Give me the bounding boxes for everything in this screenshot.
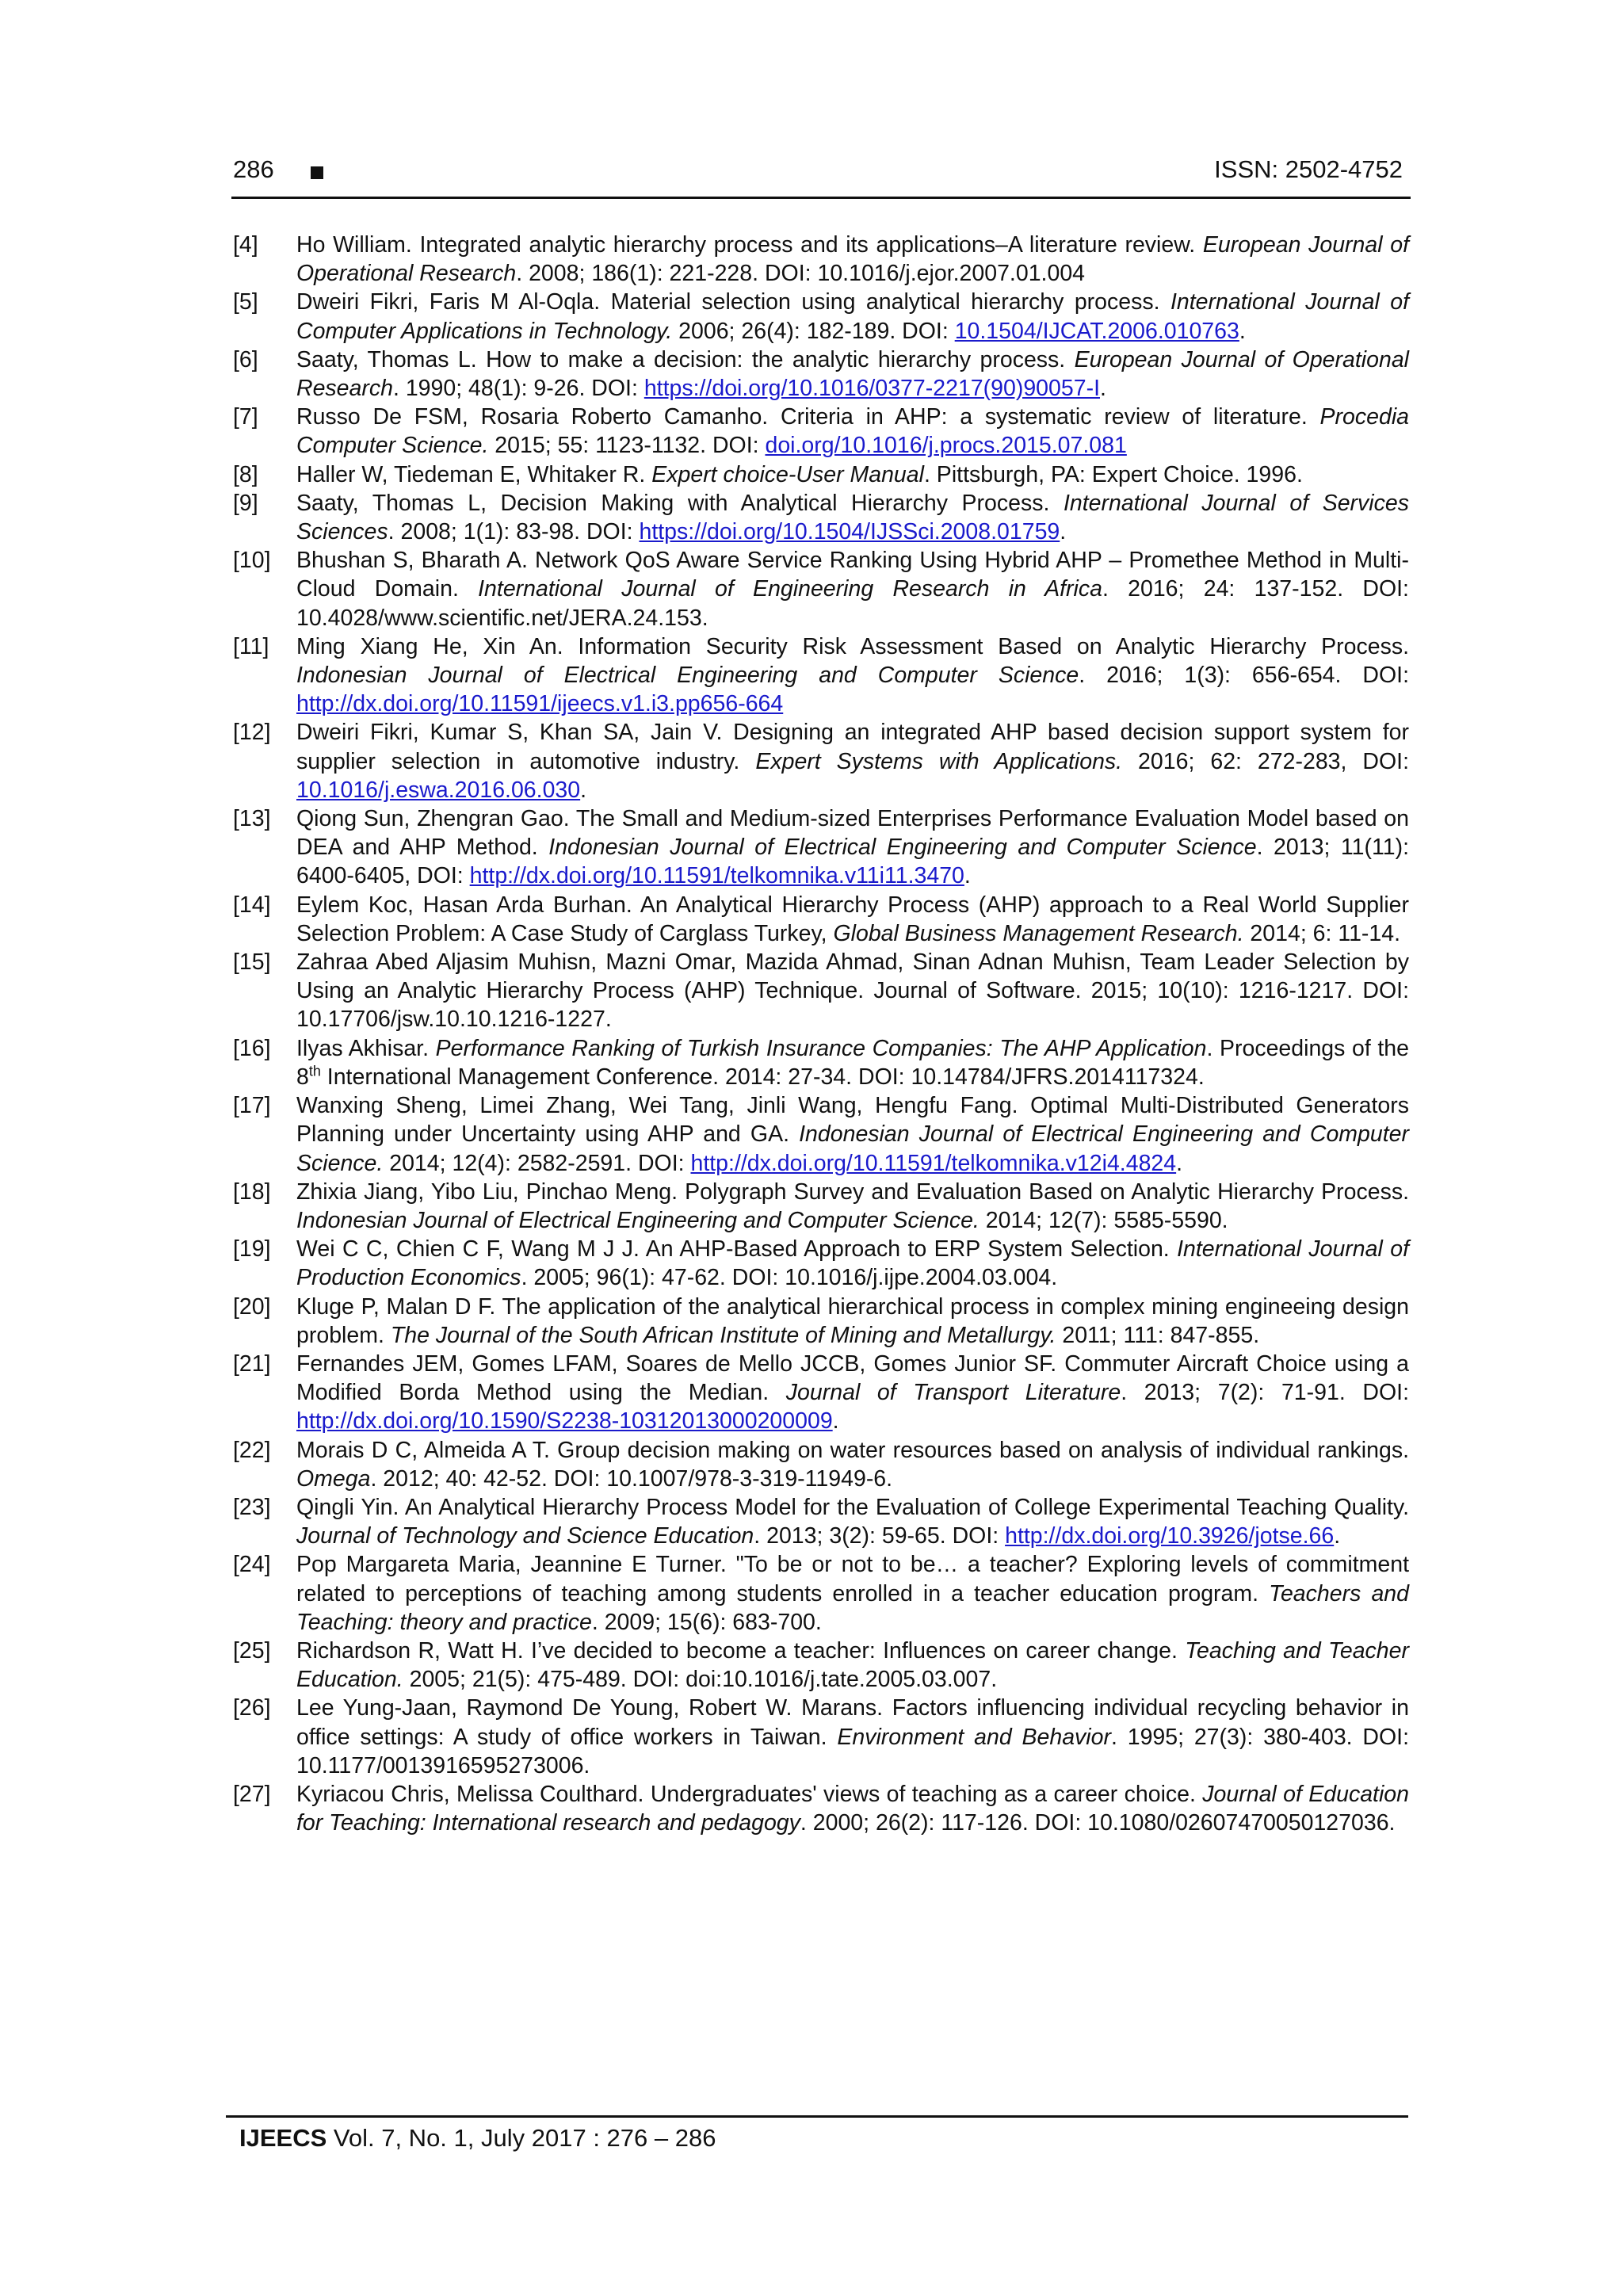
reference-segment: Saaty, Thomas L. How to make a decision: the analytic hierarchy process. bbox=[296, 346, 1075, 372]
doi-link[interactable]: http://dx.doi.org/10.11591/ijeecs.v1.i3.pp656-664 bbox=[296, 691, 784, 717]
reference-segment: International Management Conference. 2014: 27-34. DOI: 10.14784/JFRS.2014117324. bbox=[320, 1064, 1205, 1090]
reference-segment: Ilyas Akhisar. bbox=[296, 1035, 436, 1061]
reference-segment: Saaty, Thomas L, Decision Making with Analytical Hierarchy Process. bbox=[296, 490, 1064, 516]
reference-item bbox=[231, 1780, 1409, 1837]
reference-segment: . Proceedings of the 8 bbox=[296, 1035, 1409, 1090]
reference-source: European Journal of Operational Research bbox=[296, 232, 1409, 287]
reference-item bbox=[231, 891, 1409, 948]
reference-segment: . bbox=[1100, 376, 1106, 402]
reference-source: The Journal of the South African Institute of Mining and Metallurgy. bbox=[390, 1322, 1056, 1348]
reference-text bbox=[296, 1495, 1409, 1549]
reference-segment: . bbox=[832, 1408, 839, 1435]
reference-segment: . 2009; 15(6): 683-700. bbox=[591, 1609, 822, 1635]
reference-source: International Journal of Engineering Research in Africa bbox=[478, 576, 1102, 602]
reference-source: Global Business Management Research. bbox=[833, 920, 1244, 946]
reference-source: Indonesian Journal of Electrical Engineering and Computer Science. bbox=[296, 1121, 1409, 1176]
footer-divider bbox=[226, 2115, 1408, 2118]
reference-segment: 2005; 21(5): 475-489. DOI: doi:10.1016/j.tate.2005.03.007. bbox=[403, 1667, 998, 1693]
page-footer bbox=[239, 2124, 716, 2153]
reference-text bbox=[296, 634, 1409, 716]
reference-number: [22] bbox=[233, 1437, 271, 1463]
reference-item bbox=[231, 1034, 1409, 1091]
reference-source: Teachers and Teaching: theory and practice bbox=[296, 1580, 1409, 1635]
doi-link[interactable]: doi.org/10.1016/j.procs.2015.07.081 bbox=[765, 433, 1127, 459]
reference-source: Procedia Computer Science. bbox=[296, 404, 1409, 459]
reference-segment: . bbox=[1060, 519, 1067, 545]
reference-item bbox=[231, 1550, 1409, 1637]
doi-link[interactable]: http://dx.doi.org/10.1590/S2238-10312013000200009 bbox=[296, 1408, 833, 1435]
reference-segment: Dweiri Fikri, Kumar S, Khan SA, Jain V. Designing an integrated AHP based decision support system for supplier selection in automotive industry. bbox=[296, 720, 1409, 774]
reference-item bbox=[231, 346, 1409, 403]
reference-text bbox=[296, 347, 1409, 401]
reference-segment: . 2008; 1(1): 83-98. DOI: bbox=[388, 519, 640, 545]
reference-segment: 2014; 12(7): 5585-5590. bbox=[979, 1207, 1228, 1233]
reference-segment: . 2013; 11(11): 6400-6405, DOI: bbox=[296, 835, 1409, 889]
reference-text bbox=[296, 404, 1409, 458]
reference-segment: . 2013; 7(2): 71-91. DOI: bbox=[1121, 1380, 1409, 1406]
reference-segment: Kluge P, Malan D F. The application of the analytical hierarchical process in complex mining engineeing design problem. bbox=[296, 1293, 1409, 1348]
reference-segment: Bhushan S, Bharath A. Network QoS Aware Service Ranking Using Hybrid AHP – Promethee Method in Multi-Cloud Domain. bbox=[296, 548, 1409, 602]
footer-issue: Vol. 7, No. 1, July 2017 : 276 – 286 bbox=[327, 2124, 716, 2152]
reference-item bbox=[231, 1350, 1409, 1436]
reference-number: [8] bbox=[233, 461, 258, 487]
reference-number: [6] bbox=[233, 346, 258, 372]
reference-segment: . 1990; 48(1): 9-26. DOI: bbox=[392, 376, 644, 402]
reference-segment: Qingli Yin. An Analytical Hierarchy Process Model for the Evaluation of College Experimental Teaching Quality. bbox=[296, 1494, 1409, 1520]
reference-segment: Wei C C, Chien C F, Wang M J J. An AHP-Based Approach to ERP System Selection. bbox=[296, 1236, 1178, 1263]
doi-link[interactable]: https://doi.org/10.1016/0377-2217(90)90057-I bbox=[643, 376, 1100, 402]
reference-source: Performance Ranking of Turkish Insurance Companies: The AHP Application bbox=[435, 1035, 1207, 1061]
reference-text bbox=[296, 1093, 1409, 1175]
reference-text bbox=[296, 1438, 1409, 1492]
reference-item bbox=[231, 546, 1409, 632]
reference-segment: Wanxing Sheng, Limei Zhang, Wei Tang, Jinli Wang, Hengfu Fang. Optimal Multi-Distributed Generators Planning under Uncertainty using AHP and GA. bbox=[296, 1093, 1409, 1148]
reference-text bbox=[296, 892, 1409, 946]
reference-source: Indonesian Journal of Electrical Engineering and Computer Science bbox=[296, 663, 1079, 689]
reference-item bbox=[231, 948, 1409, 1034]
reference-number: [27] bbox=[233, 1781, 271, 1807]
superscript: th bbox=[308, 1063, 321, 1079]
reference-source: European Journal of Operational Research bbox=[296, 346, 1409, 402]
reference-segment: Richardson R, Watt H. I’ve decided to become a teacher: Influences on career change. bbox=[296, 1637, 1186, 1664]
reference-segment: . 2016; 24: 137-152. DOI: 10.4028/www.scientific.net/JERA.24.153. bbox=[296, 576, 1409, 631]
page-header bbox=[231, 155, 1411, 199]
doi-link[interactable]: http://dx.doi.org/10.3926/jotse.66 bbox=[1005, 1523, 1335, 1549]
reference-number: [21] bbox=[233, 1350, 271, 1377]
reference-text bbox=[296, 720, 1409, 802]
reference-source: Journal of Technology and Science Education bbox=[296, 1523, 754, 1549]
reference-segment: . bbox=[1239, 318, 1246, 344]
reference-segment: . Pittsburgh, PA: Expert Choice. 1996. bbox=[923, 461, 1303, 487]
reference-text bbox=[296, 232, 1409, 286]
reference-text bbox=[296, 1638, 1409, 1692]
reference-item bbox=[231, 804, 1409, 891]
reference-list bbox=[231, 231, 1409, 1837]
reference-source: Expert choice-User Manual bbox=[651, 461, 924, 487]
reference-item bbox=[231, 231, 1409, 288]
reference-item bbox=[231, 718, 1409, 804]
reference-text bbox=[296, 1552, 1409, 1634]
reference-source: International Journal of Computer Applications in Technology. bbox=[296, 289, 1409, 344]
reference-number: [11] bbox=[233, 633, 269, 659]
reference-segment: . 2016; 1(3): 656-654. DOI: bbox=[1079, 663, 1409, 689]
reference-segment: 2014; 6: 11-14. bbox=[1243, 920, 1401, 946]
reference-number: [13] bbox=[233, 806, 271, 832]
reference-source: Journal of Education for Teaching: International research and pedagogy bbox=[296, 1781, 1409, 1836]
reference-number: [23] bbox=[233, 1494, 271, 1520]
reference-source: Omega bbox=[296, 1465, 371, 1492]
reference-segment: . bbox=[580, 777, 587, 803]
reference-segment: 2011; 111: 847-855. bbox=[1056, 1322, 1260, 1348]
reference-number: [15] bbox=[233, 949, 271, 976]
reference-segment: Pop Margareta Maria, Jeannine E Turner. "To be or not to be… a teacher? Exploring levels of commitment related to perceptions of teaching among students enrolled in a teacher education program. bbox=[296, 1552, 1409, 1606]
reference-source: Indonesian Journal of Electrical Engineering and Computer Science bbox=[548, 835, 1257, 861]
reference-item bbox=[231, 1178, 1409, 1235]
reference-text bbox=[296, 1179, 1409, 1233]
reference-item bbox=[231, 1493, 1409, 1550]
reference-segment: . 2000; 26(2): 117-126. DOI: 10.1080/02607470050127036. bbox=[800, 1810, 1396, 1836]
reference-segment: 2014; 12(4): 2582-2591. DOI: bbox=[383, 1150, 691, 1176]
reference-segment: Qiong Sun, Zhengran Gao. The Small and Medium-sized Enterprises Performance Evaluation Model based on DEA and AHP Method. bbox=[296, 806, 1409, 861]
reference-segment: Eylem Koc, Hasan Arda Burhan. An Analytical Hierarchy Process (AHP) approach to a Real World Supplier Selection Problem: A Case Study of Carglass Turkey, bbox=[296, 892, 1409, 946]
doi-link[interactable]: http://dx.doi.org/10.11591/telkomnika.v12i4.4824 bbox=[690, 1150, 1177, 1176]
reference-source: Expert Systems with Applications. bbox=[755, 748, 1123, 774]
reference-text bbox=[296, 949, 1409, 1032]
reference-segment: 2006; 26(4): 182-189. DOI: bbox=[672, 318, 955, 344]
reference-segment: . 2012; 40: 42-52. DOI: 10.1007/978-3-319-11949-6. bbox=[370, 1465, 893, 1492]
reference-segment: . bbox=[1334, 1523, 1341, 1549]
reference-segment: . bbox=[964, 863, 971, 889]
reference-segment: Lee Yung-Jaan, Raymond De Young, Robert W. Marans. Factors influencing individual recycling behavior in office settings: A study of office workers in Taiwan. bbox=[296, 1695, 1409, 1750]
reference-item bbox=[231, 288, 1409, 345]
reference-number: [25] bbox=[233, 1637, 271, 1664]
reference-item bbox=[231, 1694, 1409, 1780]
doi-link[interactable]: 10.1504/IJCAT.2006.010763 bbox=[954, 318, 1239, 344]
reference-number: [14] bbox=[233, 892, 271, 918]
reference-text bbox=[296, 462, 1303, 487]
reference-number: [12] bbox=[233, 720, 271, 746]
reference-text bbox=[296, 1036, 1409, 1090]
reference-segment: Fernandes JEM, Gomes LFAM, Soares de Mello JCCB, Gomes Junior SF. Commuter Aircraft Choice using a Modified Borda Method using the Median. bbox=[296, 1350, 1409, 1406]
reference-item bbox=[231, 1637, 1409, 1694]
reference-item bbox=[231, 489, 1409, 546]
reference-number: [24] bbox=[233, 1552, 271, 1578]
issn-label: ISSN: 2502-4752 bbox=[1214, 155, 1403, 183]
reference-text bbox=[296, 1351, 1409, 1434]
reference-text bbox=[296, 1695, 1409, 1778]
reference-item bbox=[231, 460, 1409, 489]
reference-number: [26] bbox=[233, 1695, 271, 1721]
reference-segment: Russo De FSM, Rosaria Roberto Camanho. Criteria in AHP: a systematic review of literature. bbox=[296, 404, 1320, 430]
reference-item bbox=[231, 632, 1409, 719]
reference-segment: . 2005; 96(1): 47-62. DOI: 10.1016/j.ijpe.2004.03.004. bbox=[521, 1265, 1058, 1291]
reference-segment: Kyriacou Chris, Melissa Coulthard. Undergraduates' views of teaching as a career choice. bbox=[296, 1781, 1203, 1807]
reference-source: International Journal of Services Sciences bbox=[296, 490, 1409, 545]
reference-item bbox=[231, 403, 1409, 460]
reference-number: [16] bbox=[233, 1035, 271, 1061]
reference-source: Teaching and Teacher Education. bbox=[296, 1637, 1409, 1693]
reference-text bbox=[296, 1782, 1409, 1836]
reference-number: [7] bbox=[233, 404, 258, 430]
reference-segment: Zahraa Abed Aljasim Muhisn, Mazni Omar, Mazida Ahmad, Sinan Adnan Muhisn, Team Leader Selection by Using an Analytic Hierarchy Process (AHP) Technique. Journal of Software. 2015; 10(10): 1216-1217. DOI: 10.17706/jsw.10.10.1216-1227. bbox=[296, 949, 1409, 1033]
square-bullet-icon bbox=[311, 166, 323, 179]
page-number: 286 bbox=[233, 155, 274, 183]
reference-segment: . 2013; 3(2): 59-65. DOI: bbox=[754, 1523, 1006, 1549]
reference-text bbox=[296, 289, 1409, 343]
reference-segment: Zhixia Jiang, Yibo Liu, Pinchao Meng. Polygraph Survey and Evaluation Based on Analytic Hierarchy Process. bbox=[296, 1179, 1409, 1205]
reference-segment: Ho William. Integrated analytic hierarchy process and its applications–A literature review. bbox=[296, 232, 1203, 258]
reference-number: [19] bbox=[233, 1236, 271, 1263]
reference-segment: . 1995; 27(3): 380-403. DOI: 10.1177/0013916595273006. bbox=[296, 1724, 1409, 1778]
reference-text bbox=[296, 806, 1409, 888]
reference-number: [9] bbox=[233, 490, 258, 516]
doi-link[interactable]: 10.1016/j.eswa.2016.06.030 bbox=[296, 777, 581, 803]
reference-number: [10] bbox=[233, 548, 271, 574]
reference-segment: Haller W, Tiedeman E, Whitaker R. bbox=[296, 461, 652, 487]
reference-item bbox=[231, 1091, 1409, 1178]
reference-item bbox=[231, 1436, 1409, 1493]
doi-link[interactable]: https://doi.org/10.1504/IJSSci.2008.01759 bbox=[639, 519, 1060, 545]
reference-segment: 2015; 55: 1123-1132. DOI: bbox=[488, 433, 766, 459]
reference-text bbox=[296, 1236, 1409, 1290]
reference-text bbox=[296, 491, 1409, 544]
reference-text bbox=[296, 548, 1409, 630]
reference-segment: . bbox=[1176, 1150, 1183, 1176]
reference-source: International Journal of Production Economics bbox=[296, 1236, 1409, 1291]
reference-number: [20] bbox=[233, 1293, 271, 1320]
doi-link[interactable]: http://dx.doi.org/10.11591/telkomnika.v11i11.3470 bbox=[469, 863, 964, 889]
reference-segment: Morais D C, Almeida A T. Group decision making on water resources based on analysis of individual rankings. bbox=[296, 1437, 1409, 1463]
reference-item bbox=[231, 1235, 1409, 1292]
reference-number: [4] bbox=[233, 232, 258, 258]
reference-segment: 2016; 62: 272-283, DOI: bbox=[1122, 748, 1410, 774]
reference-segment: Dweiri Fikri, Faris M Al-Oqla. Material selection using analytical hierarchy process. bbox=[296, 289, 1170, 315]
reference-text bbox=[296, 1294, 1409, 1348]
reference-source: Journal of Transport Literature bbox=[785, 1380, 1121, 1406]
reference-segment: . 2008; 186(1): 221-228. DOI: 10.1016/j.ejor.2007.01.004 bbox=[516, 261, 1086, 287]
reference-number: [18] bbox=[233, 1179, 271, 1205]
footer-journal: IJEECS bbox=[239, 2124, 327, 2152]
reference-segment: Ming Xiang He, Xin An. Information Security Risk Assessment Based on Analytic Hierarchy Process. bbox=[296, 633, 1409, 659]
reference-item bbox=[231, 1293, 1409, 1350]
reference-source: Indonesian Journal of Electrical Engineering and Computer Science. bbox=[296, 1207, 980, 1233]
reference-source: Environment and Behavior bbox=[837, 1724, 1111, 1750]
reference-number: [17] bbox=[233, 1093, 271, 1119]
reference-number: [5] bbox=[233, 289, 258, 315]
